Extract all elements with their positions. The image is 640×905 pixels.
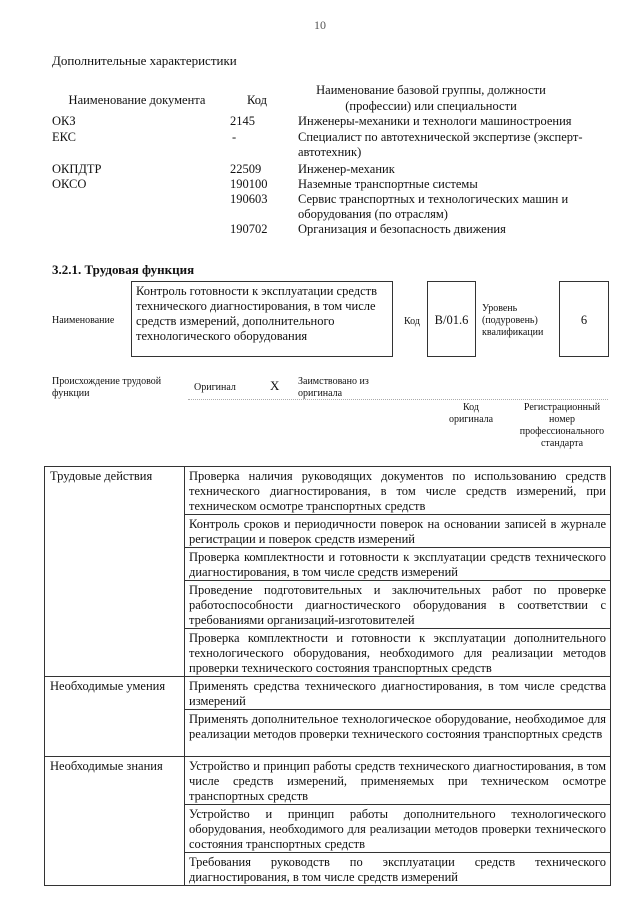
additional-group-name: Сервис транспортных и технологических машин и оборудования (по отраслям) xyxy=(298,192,569,221)
action-item: Контроль сроков и периодичности поверок на основании записей в журнале регистрации и поверок средств измерений xyxy=(185,515,611,548)
reg-number-label: Регистрационный номер профессионального стандарта xyxy=(519,402,605,449)
code-label: Код xyxy=(404,316,420,327)
additional-doc: ЕКС xyxy=(52,130,76,144)
table-row xyxy=(45,757,611,805)
additional-group-name: Организация и безопасность движения xyxy=(298,222,506,236)
additional-doc: ОКЗ xyxy=(52,114,76,128)
origin-divider xyxy=(188,399,608,400)
additional-code: 2145 xyxy=(230,114,255,128)
header-document: Наименование документа xyxy=(68,93,206,107)
additional-code: 190603 xyxy=(230,192,268,206)
knowledge-label: Необходимые знания xyxy=(45,757,185,886)
additional-doc: ОКПДТР xyxy=(52,162,102,176)
section-title: 3.2.1. Трудовая функция xyxy=(52,262,195,277)
additional-title: Дополнительные характеристики xyxy=(52,53,237,68)
skill-item: Применять средства технического диагностирования, в том числе средства измерений xyxy=(185,677,611,710)
name-label: Наименование xyxy=(52,315,115,326)
function-name-box xyxy=(131,281,393,357)
additional-doc: ОКСО xyxy=(52,177,87,191)
function-name-value: Контроль готовности к эксплуатации средств технического диагностирования, в том числе средств измерений, дополнительного технологического оборудования xyxy=(136,284,378,343)
level-box xyxy=(559,281,609,357)
header-group-name: Наименование базовой группы, должности (профессии) или специальности xyxy=(316,83,546,113)
additional-code: - xyxy=(232,130,237,144)
origin-label: Происхождение трудовой функции xyxy=(52,376,162,399)
knowledge-item: Устройство и принцип работы дополнительного технологического оборудования, необходимого для реализации методов проверки технического состояния транспортных средств xyxy=(185,805,611,853)
level-value: 6 xyxy=(580,313,588,327)
skills-label: Необходимые умения xyxy=(45,677,185,757)
origin-original: Оригинал xyxy=(194,382,236,393)
origin-borrowed: Заимствовано из оригинала xyxy=(298,376,369,399)
function-details-table xyxy=(44,466,611,886)
additional-group-name: Инженер-механик xyxy=(298,162,395,176)
header-code: Код xyxy=(247,93,267,107)
additional-code: 190702 xyxy=(230,222,268,236)
table-row xyxy=(45,467,611,515)
table-row xyxy=(45,677,611,710)
additional-group-name: Инженеры-механики и технологи машиностроения xyxy=(298,114,572,128)
additional-group-name: Наземные транспортные системы xyxy=(298,177,478,191)
additional-code: 190100 xyxy=(230,177,268,191)
origin-mark: X xyxy=(270,378,280,393)
level-label: Уровень (подуровень) квалификации xyxy=(482,303,544,338)
knowledge-item: Устройство и принцип работы средств технического диагностирования, в том числе средств измерений, применяемых при техническом осмотре транспортных средств xyxy=(185,757,611,805)
knowledge-item: Требования руководств по эксплуатации средств технического диагностирования, в том числе средств измерений xyxy=(185,853,611,886)
additional-code: 22509 xyxy=(230,162,262,176)
action-item: Проверка комплектности и готовности к эксплуатации средств технического диагностирования, в том числе средств измерений xyxy=(185,548,611,581)
actions-label: Трудовые действия xyxy=(45,467,185,677)
page-number: 10 xyxy=(314,18,326,32)
code-original-label: Код оригинала xyxy=(448,402,494,425)
action-item: Проверка комплектности и готовности к эксплуатации дополнительного технологического оборудования, необходимого для реализации методов проверки технического состояния транспортных средств xyxy=(185,629,611,677)
skill-item: Применять дополнительное технологическое оборудование, необходимое для реализации методов проверки технического состояния транспортных средств xyxy=(185,710,611,757)
action-item: Проведение подготовительных и заключительных работ по проверке работоспособности диагностического оборудования в соответствии с требованиями организаций-изготовителей xyxy=(185,581,611,629)
code-box xyxy=(427,281,476,357)
action-item: Проверка наличия руководящих документов по использованию средств технического диагностирования, в том числе средств измерений, при техническом осмотре транспортных средств xyxy=(185,467,611,515)
additional-group-name: Специалист по автотехнической экспертизе (эксперт-автотехник) xyxy=(298,130,583,159)
code-value: B/01.6 xyxy=(434,313,469,327)
